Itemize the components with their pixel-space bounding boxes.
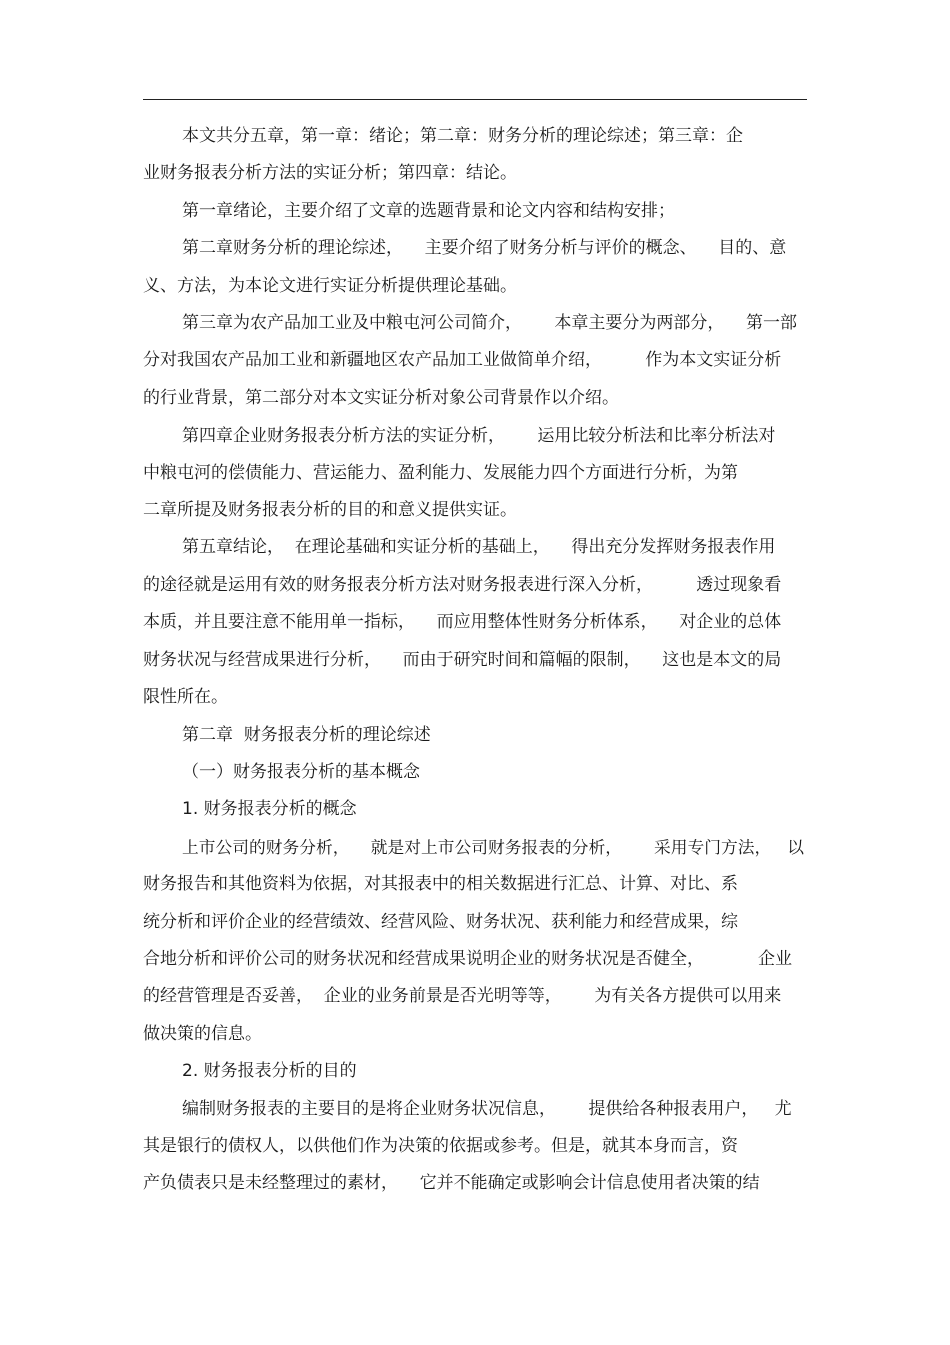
chapter-heading: 第二章 财务报表分析的理论综述 <box>182 725 431 745</box>
subsection-heading: 2. 财务报表分析的目的 <box>182 1061 357 1081</box>
text-line: 财务状况与经营成果进行分析， 而由于研究时间和篇幅的限制， 这也是本文的局 <box>143 650 782 670</box>
text-line: 第二章财务分析的理论综述， 主要介绍了财务分析与评价的概念、 目的、意 <box>182 238 787 258</box>
text-line: 产负债表只是未经整理过的素材， 它并不能确定或影响会计信息使用者决策的结 <box>143 1173 760 1193</box>
section-heading: （一）财务报表分析的基本概念 <box>182 762 420 782</box>
text-line: 二章所提及财务报表分析的目的和意义提供实证。 <box>143 500 517 520</box>
text-line: 财务报告和其他资料为依据，对其报表中的相关数据进行汇总、计算、对比、系 <box>143 874 738 894</box>
text-line: 的经营管理是否妥善， 企业的业务前景是否光明等等， 为有关各方提供可以用来 <box>143 986 782 1006</box>
text-line: 第四章企业财务报表分析方法的实证分析， 运用比较分析法和比率分析法对 <box>182 426 776 446</box>
text-line: 业财务报表分析方法的实证分析；第四章：结论。 <box>143 163 517 183</box>
text-line: 分对我国农产品加工业和新疆地区农产品加工业做简单介绍， 作为本文实证分析 <box>143 350 782 370</box>
text-line: 第五章结论， 在理论基础和实证分析的基础上， 得出充分发挥财务报表作用 <box>182 537 776 557</box>
text-line: 统分析和评价企业的经营绩效、经营风险、财务状况、获利能力和经营成果，综 <box>143 912 738 932</box>
text-line: 其是银行的债权人，以供他们作为决策的依据或参考。但是，就其本身而言，资 <box>143 1136 738 1156</box>
text-line: 第三章为农产品加工业及中粮屯河公司简介， 本章主要分为两部分， 第一部 <box>182 313 798 333</box>
text-line: 义、方法，为本论文进行实证分析提供理论基础。 <box>143 276 517 296</box>
text-line: 编制财务报表的主要目的是将企业财务状况信息， 提供给各种报表用户， 尤 <box>182 1099 792 1119</box>
subsection-heading: 1. 财务报表分析的概念 <box>182 799 357 819</box>
text-line: 本文共分五章，第一章：绪论；第二章：财务分析的理论综述；第三章：企 <box>182 126 743 146</box>
text-line: 做决策的信息。 <box>143 1024 262 1044</box>
text-line: 本质，并且要注意不能用单一指标， 而应用整体性财务分析体系， 对企业的总体 <box>143 612 782 632</box>
text-line: 合地分析和评价公司的财务状况和经营成果说明企业的财务状况是否健全， 企业 <box>143 949 793 969</box>
header-rule <box>143 99 807 100</box>
text-line: 的行业背景，第二部分对本文实证分析对象公司背景作以介绍。 <box>143 388 619 408</box>
text-line: 限性所在。 <box>143 687 228 707</box>
text-line: 第一章绪论，主要介绍了文章的选题背景和论文内容和结构安排； <box>182 201 675 221</box>
text-line: 的途径就是运用有效的财务报表分析方法对财务报表进行深入分析， 透过现象看 <box>143 575 782 595</box>
text-line: 上市公司的财务分析， 就是对上市公司财务报表的分析， 采用专门方法， 以 <box>182 837 804 857</box>
text-line: 中粮屯河的偿债能力、营运能力、盈利能力、发展能力四个方面进行分析，为第 <box>143 463 738 483</box>
